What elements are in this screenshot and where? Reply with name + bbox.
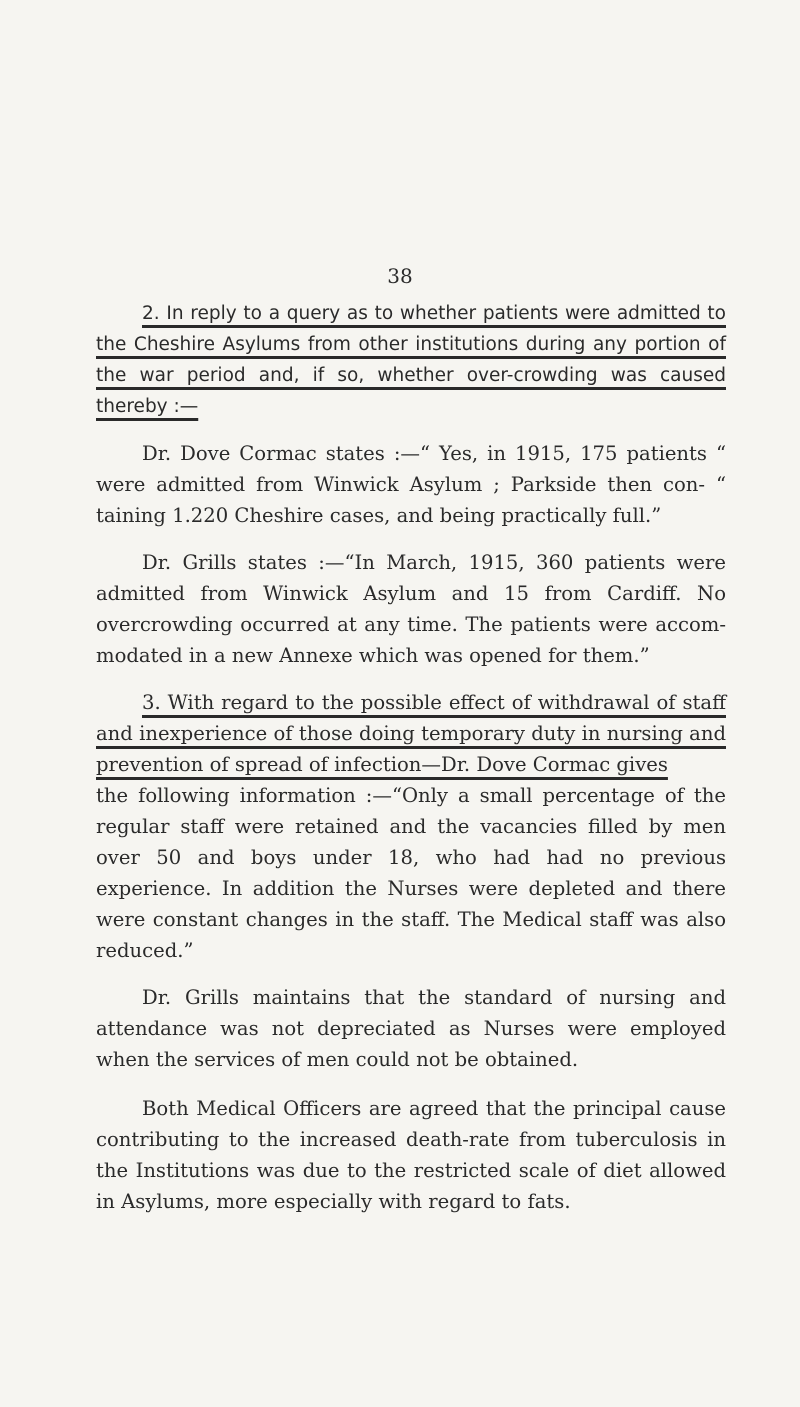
page-number: 38 (387, 264, 413, 288)
grills-statement-2: Dr. Grills maintains that the standard of nursing and attendance was not depreciated as Nurses were employed when the services of men could not be obtained. (96, 986, 726, 1071)
dove-cormac-statement-2: the following information :—“Only a small percentage of the regular staff were retained and the vacancies filled by men over 50 and boys under 18, who had had no previous experience. In addition the Nurses were depleted and there were constant changes in the staff. The Medical staff was also reduced.” (96, 784, 726, 962)
query-2-paragraph: 2. In reply to a query as to whether patients were admitted to the Cheshire Asylums from other institutions during any portion of the war period and, if so, whether over-crowding was caused thereby :— (96, 303, 726, 417)
page-content (96, 298, 726, 1217)
grills-statement-1: Dr. Grills states :—“In March, 1915, 360 patients were admitted from Winwick Asylum and 15 from Cardiff. No overcrowding occurred at any time. The patients were accom-modated in a new Annexe which was opened for them.” (96, 551, 726, 667)
dove-cormac-statement-1: Dr. Dove Cormac states :—“ Yes, in 1915, 175 patients “ were admitted from Winwick Asylum ; Parkside then con- “ taining 1.220 Cheshire cases, and being practically full.” (96, 442, 726, 527)
conclusion-paragraph: Both Medical Officers are agreed that the principal cause contributing to the increased death-rate from tuberculosis in the Institutions was due to the restricted scale of diet allowed in Asylums, more especially with regard to fats. (96, 1097, 726, 1213)
query-3-paragraph: 3. With regard to the possible effect of withdrawal of staff and inexperience of those doing temporary duty in nursing and prevention of spread of infection—Dr. Dove Cormac gives (96, 691, 726, 776)
